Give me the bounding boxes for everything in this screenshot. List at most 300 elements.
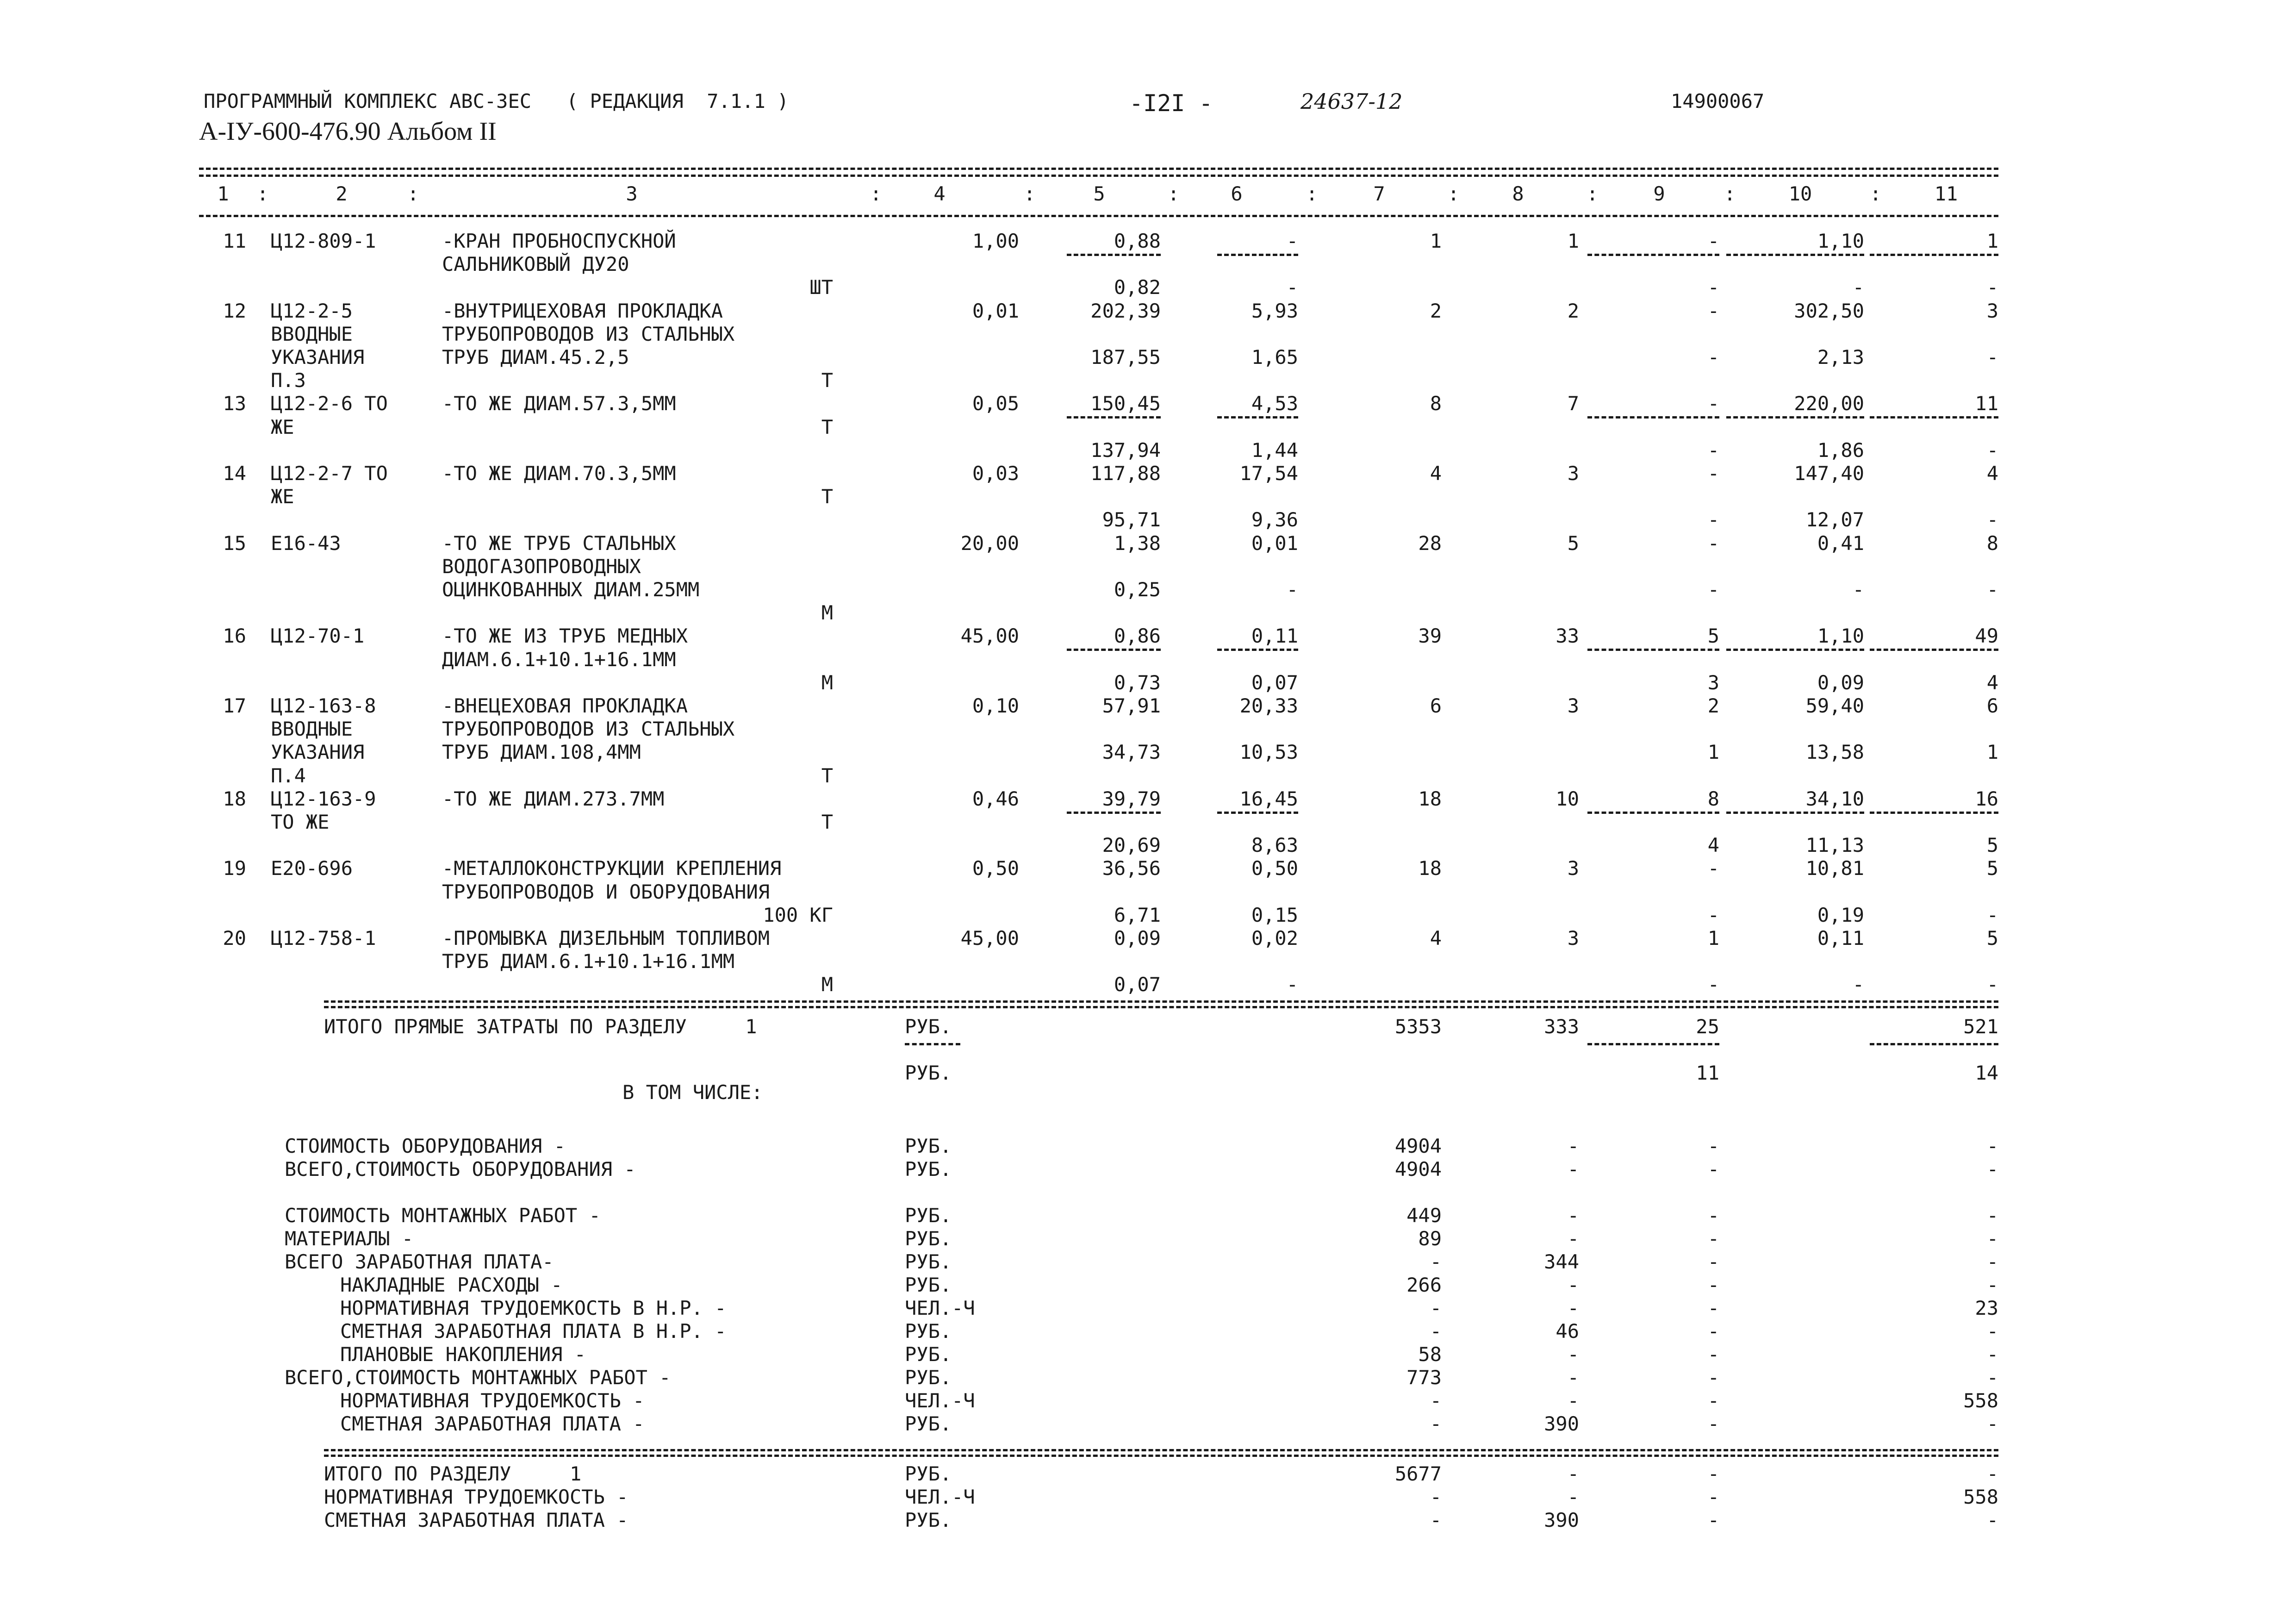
value-underline (1587, 649, 1719, 651)
col-7: - (1430, 1297, 1442, 1319)
col-7: 18 (1418, 857, 1442, 880)
col-6: 0,02 (1251, 927, 1298, 949)
unit: РУБ. (905, 1227, 952, 1250)
col-6: 16,45 (1239, 787, 1298, 810)
col-9: - (1707, 1366, 1719, 1389)
col-11: 5 (1986, 834, 1998, 856)
col-6: - (1286, 973, 1298, 996)
column-separator: : (1024, 182, 1036, 205)
col-11: 1 (1986, 230, 1998, 252)
value-underline (1217, 254, 1298, 256)
col-8: 7 (1567, 392, 1579, 415)
col-6: 17,54 (1239, 462, 1298, 485)
col-5: 36,56 (1102, 857, 1161, 880)
value-underline (1217, 416, 1298, 418)
unit: РУБ. (905, 1062, 952, 1084)
col-5: 95,71 (1102, 508, 1161, 531)
handwritten-number: 24637-12 (1300, 89, 1403, 114)
col-10: 2,13 (1817, 346, 1864, 369)
col-10: - (1852, 578, 1864, 601)
col-8: 10 (1556, 787, 1579, 810)
unit: Т (821, 416, 833, 438)
col-11: - (1986, 1412, 1998, 1435)
col-10: 12,07 (1805, 508, 1864, 531)
col-5: 39,79 (1102, 787, 1161, 810)
description: -ТО ЖЕ ДИАМ.70.3,5ММ (442, 462, 676, 485)
description: -ВНЕЦЕХОВАЯ ПРОКЛАДКА (442, 694, 688, 717)
col-6: 10,53 (1239, 741, 1298, 763)
col-5: 187,55 (1090, 346, 1161, 369)
summary-label: МАТЕРИАЛЫ - (285, 1227, 414, 1250)
col-6: 0,11 (1251, 625, 1298, 647)
description: ДИАМ.6.1+10.1+16.1ММ (442, 648, 676, 671)
unit: Т (821, 369, 833, 392)
col-11: - (1986, 1366, 1998, 1389)
value-underline (1067, 812, 1161, 814)
code: П.4 (271, 764, 306, 787)
col-8: - (1567, 1389, 1579, 1412)
col-9: - (1707, 1135, 1719, 1157)
code: ЖЕ (271, 485, 294, 508)
summary-label: СМЕТНАЯ ЗАРАБОТНАЯ ПЛАТА - (340, 1412, 645, 1435)
description: ТРУБОПРОВОДОВ И ОБОРУДОВАНИЯ (442, 881, 770, 903)
col-10: 0,41 (1817, 532, 1864, 555)
value-underline (1217, 649, 1298, 651)
col-10: 10,81 (1805, 857, 1864, 880)
col-6: 9,36 (1251, 508, 1298, 531)
column-number: 10 (1788, 182, 1812, 205)
col-9: - (1707, 276, 1719, 299)
col-8: 5 (1567, 532, 1579, 555)
col-6: 0,50 (1251, 857, 1298, 880)
col-9: - (1707, 462, 1719, 485)
col-7: 39 (1418, 625, 1442, 647)
summary-label: ВСЕГО,СТОИМОСТЬ ОБОРУДОВАНИЯ - (285, 1158, 636, 1181)
code: ВВОДНЫЕ (271, 718, 353, 740)
value-underline (1870, 1043, 1998, 1045)
col-5: 1,38 (1114, 532, 1161, 555)
col-7: 8 (1430, 392, 1442, 415)
summary-label: ИТОГО ПО РАЗДЕЛУ 1 (324, 1462, 582, 1485)
quantity: 0,46 (972, 787, 1019, 810)
unit: М (821, 601, 833, 624)
quantity: 0,03 (972, 462, 1019, 485)
col-9: 8 (1707, 787, 1719, 810)
col-5: 6,71 (1114, 904, 1161, 926)
col-9: - (1707, 1274, 1719, 1296)
col-5: 0,25 (1114, 578, 1161, 601)
col-9: - (1707, 1412, 1719, 1435)
summary-label: НОРМАТИВНАЯ ТРУДОЕМКОСТЬ - (340, 1389, 645, 1412)
unit: ЧЕЛ.-Ч (905, 1297, 975, 1319)
col-6: 1,44 (1251, 439, 1298, 462)
col-10: 220,00 (1794, 392, 1864, 415)
col-8: 333 (1544, 1015, 1579, 1038)
col-8: 3 (1567, 927, 1579, 949)
value-underline (1587, 1043, 1719, 1045)
description: -ТО ЖЕ ДИАМ.273.7ММ (442, 787, 665, 810)
col-8: - (1567, 1274, 1579, 1296)
col-10: 1,10 (1817, 230, 1864, 252)
col-11: 521 (1963, 1015, 1998, 1038)
col-8: - (1567, 1366, 1579, 1389)
description: -ТО ЖЕ ДИАМ.57.3,5ММ (442, 392, 676, 415)
col-11: - (1986, 1250, 1998, 1273)
column-number: 4 (933, 182, 946, 205)
col-6: 5,93 (1251, 300, 1298, 322)
quantity: 20,00 (960, 532, 1019, 555)
col-9: - (1707, 1343, 1719, 1366)
section-total-rule (324, 1449, 1998, 1451)
column-number: 9 (1653, 182, 1665, 205)
section-total-rule-2 (324, 1455, 1998, 1457)
column-separator: : (1870, 182, 1882, 205)
col-9: - (1707, 1486, 1719, 1508)
col-11: - (1986, 346, 1998, 369)
code: Ц12-2-7 ТО (271, 462, 388, 485)
col-10: 13,58 (1805, 741, 1864, 763)
col-6: 8,63 (1251, 834, 1298, 856)
col-9: 5 (1707, 625, 1719, 647)
value-underline (1870, 812, 1998, 814)
code: ВВОДНЫЕ (271, 323, 353, 345)
row-number: 13 (223, 392, 246, 415)
row-number: 11 (223, 230, 246, 252)
col-7: 89 (1418, 1227, 1442, 1250)
col-6: - (1286, 578, 1298, 601)
col-9: - (1707, 1320, 1719, 1343)
row-number: 18 (223, 787, 246, 810)
column-separator: : (1587, 182, 1599, 205)
col-9: - (1707, 230, 1719, 252)
description: ВОДОГАЗОПРОВОДНЫХ (442, 555, 641, 578)
col-10: 0,19 (1817, 904, 1864, 926)
code: ТО ЖЕ (271, 811, 330, 833)
description: -ТО ЖЕ ТРУБ СТАЛЬНЫХ (442, 532, 676, 555)
unit: РУБ. (905, 1204, 952, 1227)
col-8: 33 (1556, 625, 1579, 647)
col-11: 23 (1975, 1297, 1998, 1319)
col-11: 558 (1963, 1486, 1998, 1508)
unit: РУБ. (905, 1320, 952, 1343)
col-10: 11,13 (1805, 834, 1864, 856)
quantity: 0,01 (972, 300, 1019, 322)
column-number: 1 (217, 182, 229, 205)
col-8: - (1567, 1135, 1579, 1157)
including-label: В ТОМ ЧИСЛЕ: (622, 1081, 763, 1104)
value-underline (1587, 254, 1719, 256)
description: -ТО ЖЕ ИЗ ТРУБ МЕДНЫХ (442, 625, 688, 647)
col-10: 147,40 (1794, 462, 1864, 485)
album-title: А-IУ-600-476.90 Альбом II (199, 117, 497, 146)
col-9: 25 (1696, 1015, 1719, 1038)
col-6: 1,65 (1251, 346, 1298, 369)
col-7: 28 (1418, 532, 1442, 555)
col-7: - (1430, 1486, 1442, 1508)
code: Ц12-809-1 (271, 230, 376, 252)
column-separator: : (1724, 182, 1736, 205)
value-underline (1217, 812, 1298, 814)
quantity: 0,50 (972, 857, 1019, 880)
col-9: - (1707, 1204, 1719, 1227)
col-9: - (1707, 1227, 1719, 1250)
summary-label: ВСЕГО,СТОИМОСТЬ МОНТАЖНЫХ РАБОТ - (285, 1366, 671, 1389)
col-7: 4904 (1394, 1135, 1442, 1157)
col-9: 3 (1707, 671, 1719, 694)
col-9: - (1707, 346, 1719, 369)
col-10: 59,40 (1805, 694, 1864, 717)
col-11: 6 (1986, 694, 1998, 717)
col-11: 3 (1986, 300, 1998, 322)
direct-costs-label: ИТОГО ПРЯМЫЕ ЗАТРАТЫ ПО РАЗДЕЛУ 1 (324, 1015, 757, 1038)
value-underline (1587, 812, 1719, 814)
unit: РУБ. (905, 1015, 952, 1038)
column-number: 5 (1093, 182, 1105, 205)
unit: РУБ. (905, 1158, 952, 1181)
col-7: 58 (1418, 1343, 1442, 1366)
col-8: 3 (1567, 857, 1579, 880)
column-separator: : (1306, 182, 1318, 205)
col-8: 344 (1544, 1250, 1579, 1273)
col-7: - (1430, 1320, 1442, 1343)
unit: РУБ. (905, 1412, 952, 1435)
unit: РУБ. (905, 1366, 952, 1389)
unit: ЧЕЛ.-Ч (905, 1486, 975, 1508)
col-8: - (1567, 1227, 1579, 1250)
code: П.3 (271, 369, 306, 392)
col-8: 3 (1567, 694, 1579, 717)
document-code: 14900067 (1671, 90, 1765, 112)
program-title: ПРОГРАММНЫЙ КОМПЛЕКС АВС-3ЕС ( РЕДАКЦИЯ 7.1.1 ) (204, 90, 789, 112)
totals-rule (324, 1000, 1998, 1003)
col-9: - (1707, 1250, 1719, 1273)
col-8: 1 (1567, 230, 1579, 252)
col-11: 11 (1975, 392, 1998, 415)
col-11: 5 (1986, 857, 1998, 880)
quantity: 0,10 (972, 694, 1019, 717)
col-11: - (1986, 1135, 1998, 1157)
row-number: 12 (223, 300, 246, 322)
col-7: - (1430, 1412, 1442, 1435)
description: -ПРОМЫВКА ДИЗЕЛЬНЫМ ТОПЛИВОМ (442, 927, 770, 949)
unit: Т (821, 485, 833, 508)
value-underline (1870, 254, 1998, 256)
col-10: - (1852, 973, 1864, 996)
col-11: - (1986, 1204, 1998, 1227)
col-9: - (1707, 439, 1719, 462)
column-separator: : (407, 182, 419, 205)
col-5: 137,94 (1090, 439, 1161, 462)
col-8: - (1567, 1486, 1579, 1508)
description: САЛЬНИКОВЫЙ ДУ20 (442, 253, 629, 275)
col-6: 0,01 (1251, 532, 1298, 555)
col-11: - (1986, 1274, 1998, 1296)
unit: РУБ. (905, 1274, 952, 1296)
col-11: 8 (1986, 532, 1998, 555)
quantity: 1,00 (972, 230, 1019, 252)
column-number: 3 (626, 182, 638, 205)
col-9: - (1707, 1462, 1719, 1485)
col-11: - (1986, 1320, 1998, 1343)
col-7: - (1430, 1250, 1442, 1273)
col-7: 5677 (1394, 1462, 1442, 1485)
summary-label: НОРМАТИВНАЯ ТРУДОЕМКОСТЬ В Н.Р. - (340, 1297, 727, 1319)
code: ЖЕ (271, 416, 294, 438)
col-9: - (1707, 1297, 1719, 1319)
col-9: - (1707, 300, 1719, 322)
unit: 100 КГ (763, 904, 833, 926)
col-11: 4 (1986, 462, 1998, 485)
col-5: 34,73 (1102, 741, 1161, 763)
col-9: - (1707, 392, 1719, 415)
column-separator: : (1448, 182, 1460, 205)
col-9: 2 (1707, 694, 1719, 717)
code: УКАЗАНИЯ (271, 346, 365, 369)
value-underline (1067, 254, 1161, 256)
quantity: 45,00 (960, 625, 1019, 647)
column-number: 6 (1231, 182, 1243, 205)
col-9: 1 (1707, 741, 1719, 763)
column-number: 7 (1373, 182, 1385, 205)
col-7: 266 (1406, 1274, 1442, 1296)
col-9: - (1707, 857, 1719, 880)
unit: РУБ. (905, 1250, 952, 1273)
description: ОЦИНКОВАННЫХ ДИАМ.25ММ (442, 578, 700, 601)
row-number: 17 (223, 694, 246, 717)
col-11: - (1986, 439, 1998, 462)
col-7: 5353 (1394, 1015, 1442, 1038)
col-5: 150,45 (1090, 392, 1161, 415)
code: УКАЗАНИЯ (271, 741, 365, 763)
unit: РУБ. (905, 1509, 952, 1531)
col-8: 390 (1544, 1509, 1579, 1531)
col-5: 117,88 (1090, 462, 1161, 485)
value-underline (1870, 416, 1998, 418)
col-8: 2 (1567, 300, 1579, 322)
unit: Т (821, 764, 833, 787)
col-5: 0,09 (1114, 927, 1161, 949)
col-11: 16 (1975, 787, 1998, 810)
unit: ШТ (809, 276, 833, 299)
code: Ц12-163-8 (271, 694, 376, 717)
col-10: - (1852, 276, 1864, 299)
col-5: 0,07 (1114, 973, 1161, 996)
col-7: 1 (1430, 230, 1442, 252)
column-separator: : (257, 182, 269, 205)
value-underline (1587, 416, 1719, 418)
code: Е16-43 (271, 532, 341, 555)
col-9: - (1707, 1158, 1719, 1181)
value-underline (1067, 649, 1161, 651)
code: Е20-696 (271, 857, 353, 880)
col-7: 4904 (1394, 1158, 1442, 1181)
col-9: - (1707, 904, 1719, 926)
row-number: 16 (223, 625, 246, 647)
unit: РУБ. (905, 1135, 952, 1157)
col-7: 449 (1406, 1204, 1442, 1227)
col-5: 202,39 (1090, 300, 1161, 322)
col-11: 4 (1986, 671, 1998, 694)
unit: Т (821, 811, 833, 833)
summary-label: НАКЛАДНЫЕ РАСХОДЫ - (340, 1274, 563, 1296)
column-number: 2 (336, 182, 348, 205)
col-9: - (1707, 1509, 1719, 1531)
summary-label: НОРМАТИВНАЯ ТРУДОЕМКОСТЬ - (324, 1486, 628, 1508)
column-number: 11 (1934, 182, 1958, 205)
col-11: 558 (1963, 1389, 1998, 1412)
col-7: - (1430, 1509, 1442, 1531)
col-11: - (1986, 1509, 1998, 1531)
col-11: - (1986, 1462, 1998, 1485)
col-8: 390 (1544, 1412, 1579, 1435)
col-11: - (1986, 973, 1998, 996)
col-11: - (1986, 1227, 1998, 1250)
col-7: 18 (1418, 787, 1442, 810)
column-separator: : (870, 182, 882, 205)
col-10: 1,10 (1817, 625, 1864, 647)
col-9: 11 (1696, 1062, 1719, 1084)
quantity: 45,00 (960, 927, 1019, 949)
description: ТРУБ ДИАМ.45.2,5 (442, 346, 629, 369)
col-11: - (1986, 508, 1998, 531)
value-underline (1726, 254, 1864, 256)
value-underline (1726, 416, 1864, 418)
value-underline (1726, 812, 1864, 814)
unit: РУБ. (905, 1343, 952, 1366)
col-9: - (1707, 1389, 1719, 1412)
summary-label: ВСЕГО ЗАРАБОТНАЯ ПЛАТА- (285, 1250, 554, 1273)
value-underline (1870, 649, 1998, 651)
col-7: 2 (1430, 300, 1442, 322)
description: -МЕТАЛЛОКОНСТРУКЦИИ КРЕПЛЕНИЯ (442, 857, 782, 880)
code: Ц12-70-1 (271, 625, 365, 647)
row-number: 20 (223, 927, 246, 949)
column-number: 8 (1512, 182, 1524, 205)
col-11: - (1986, 578, 1998, 601)
col-6: - (1286, 276, 1298, 299)
summary-label: СМЕТНАЯ ЗАРАБОТНАЯ ПЛАТА - (324, 1509, 628, 1531)
col-7: 6 (1430, 694, 1442, 717)
header-bottom-rule (199, 215, 1998, 217)
col-6: 20,33 (1239, 694, 1298, 717)
col-5: 0,73 (1114, 671, 1161, 694)
row-number: 15 (223, 532, 246, 555)
value-underline (1067, 416, 1161, 418)
col-10: 0,11 (1817, 927, 1864, 949)
code: Ц12-163-9 (271, 787, 376, 810)
summary-label: СТОИМОСТЬ ОБОРУДОВАНИЯ - (285, 1135, 566, 1157)
col-11: 49 (1975, 625, 1998, 647)
col-10: 1,86 (1817, 439, 1864, 462)
description: ТРУБОПРОВОДОВ ИЗ СТАЛЬНЫХ (442, 323, 735, 345)
col-11: 5 (1986, 927, 1998, 949)
code: Ц12-758-1 (271, 927, 376, 949)
unit-underline (905, 1043, 960, 1045)
summary-label: СМЕТНАЯ ЗАРАБОТНАЯ ПЛАТА В Н.Р. - (340, 1320, 727, 1343)
col-5: 20,69 (1102, 834, 1161, 856)
col-10: 0,09 (1817, 671, 1864, 694)
col-11: - (1986, 1343, 1998, 1366)
col-11: - (1986, 1158, 1998, 1181)
col-9: 1 (1707, 927, 1719, 949)
unit: М (821, 973, 833, 996)
summary-label: СТОИМОСТЬ МОНТАЖНЫХ РАБОТ - (285, 1204, 601, 1227)
col-11: - (1986, 276, 1998, 299)
quantity: 0,05 (972, 392, 1019, 415)
header-top-rule (199, 168, 1998, 170)
description: -КРАН ПРОБНОСПУСКНОЙ (442, 230, 676, 252)
col-7: - (1430, 1389, 1442, 1412)
